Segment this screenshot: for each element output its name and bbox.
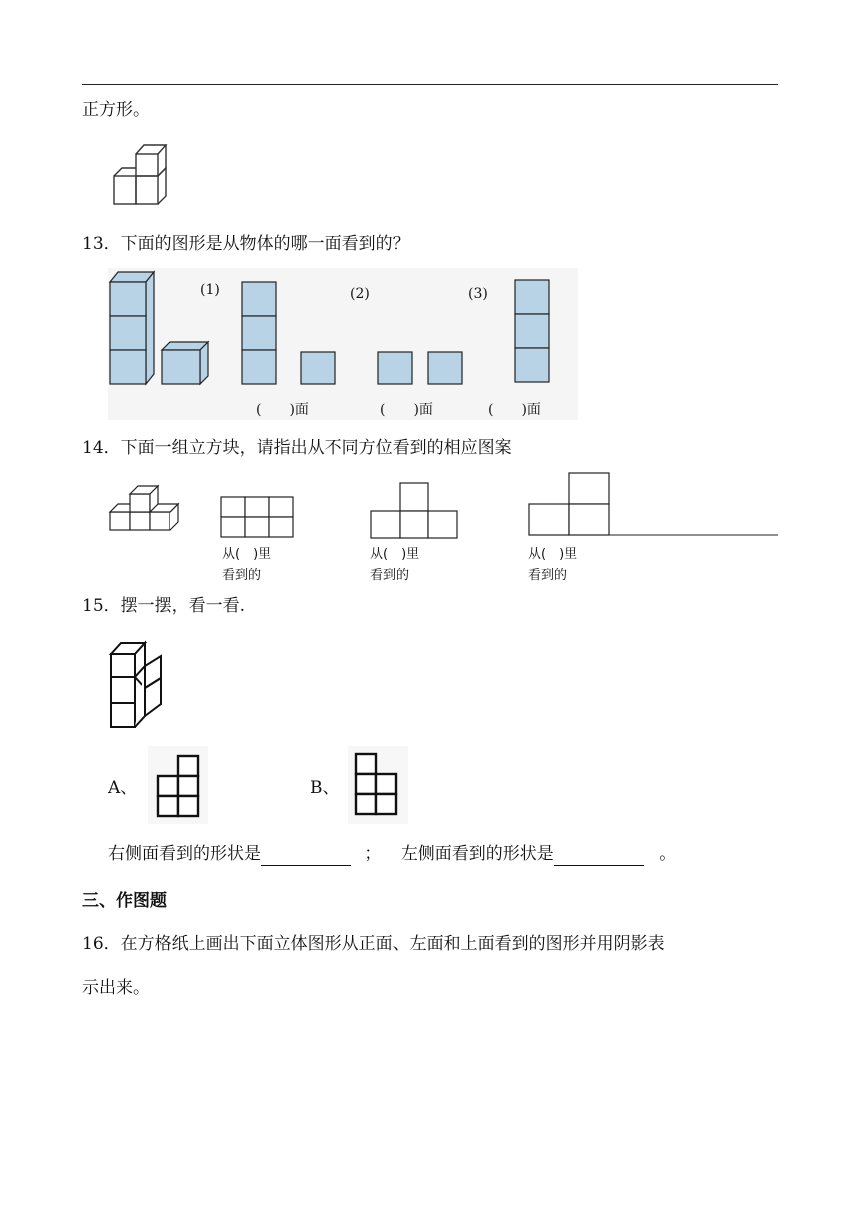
q14-view-2-grid [370,482,460,540]
q14-caption-3-line2: 看到的 [528,568,568,583]
q15-blank-left[interactable] [554,847,644,866]
q15-prompt-right: 右侧面看到的形状是 [108,844,261,864]
q13-view-3 [515,280,549,382]
q13-answer-2[interactable]: ( )面 [380,402,433,418]
q15-option-b-figure[interactable] [348,746,408,824]
question-15: 15．摆一摆，看一看. [82,596,246,616]
q13-label-3: (3) [468,286,488,302]
q14-caption-3-line1: 从( )里 [528,547,578,562]
q15-option-a-label: A、 [108,778,138,798]
question-14: 14．下面一组立方块，请指出从不同方位看到的相应图案 [82,438,512,458]
cube-sketch-figure [108,140,170,210]
q15-3d-blocks [108,640,166,732]
section-3-title: 三、作图题 [82,891,167,911]
q15-option-a-figure[interactable] [148,746,208,824]
q14-3d-blocks [108,484,183,534]
q15-blank-right[interactable] [261,847,351,866]
q14-view-1-grid [220,496,296,540]
q14-view-3-grid [528,472,780,538]
q15-prompt-left: 左侧面看到的形状是 [400,844,554,864]
q14-caption-1-line1: 从( )里 [222,547,272,562]
q13-label-2: (2) [350,286,370,302]
q13-answer-1[interactable]: ( )面 [256,402,309,418]
question-13: 13．下面的图形是从物体的哪一面看到的？ [82,234,410,254]
q13-answer-3[interactable]: ( )面 [488,402,541,418]
q13-label-1: (1) [200,282,220,298]
continuation-text: 正方形。 [82,100,150,120]
q15-answer-line [108,842,676,866]
question-16-line2: 示出来。 [82,978,150,998]
question-16-line1: 16．在方格纸上画出下面立体图形从正面、左面和上面看到的图形并用阴影表 [82,934,665,954]
q15-option-b-label: B、 [310,778,340,798]
q13-figure [108,268,578,420]
q15-separator: ； [364,844,382,864]
q14-caption-2-line2: 看到的 [370,568,410,583]
q14-caption-2-line1: 从( )里 [370,547,420,562]
q15-end: 。 [659,844,677,864]
header-rule [82,84,778,85]
q14-caption-1-line2: 看到的 [222,568,262,583]
